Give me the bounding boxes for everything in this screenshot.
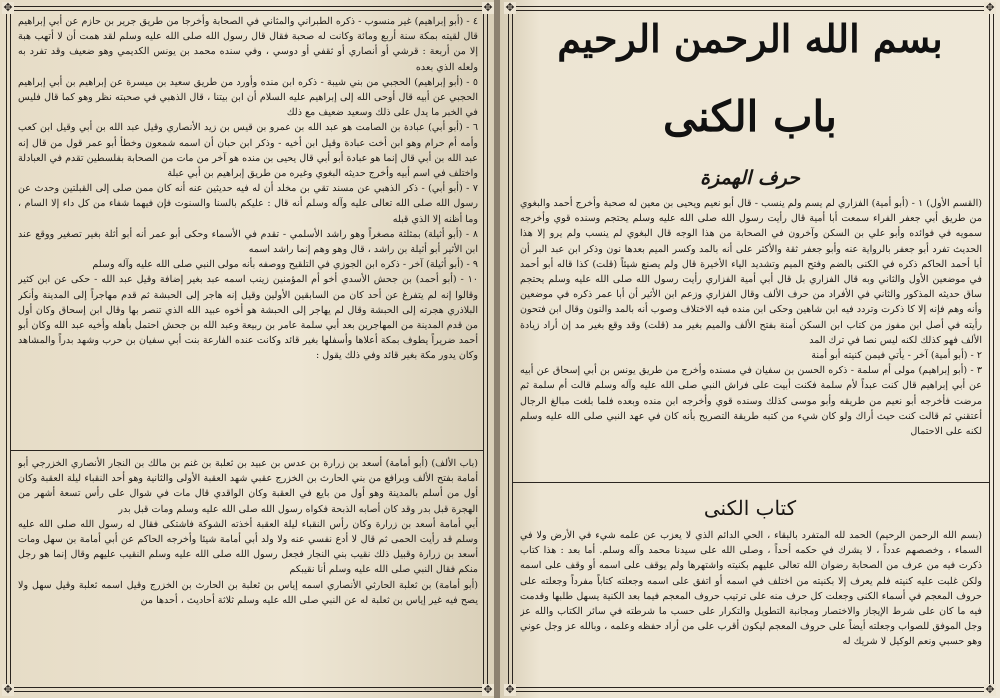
chapter-title: باب الكنى [663,92,837,141]
right-top-text [520,196,982,478]
corner-ornament-icon: ✥ [483,1,493,14]
entry-paragraph: ٤ - (أبو إبراهيم) غير منسوب - ذكره الطبراني والمثاني في الصحابة وأخرجا من طريق جرير بن حازم عن أبي إبراهيم قال لقيته بمكة سنة أربع ومائة وكانت له صحبة فقال قال رسول الله صلى الله عليه وسلم لقد همت أن لا أتهب هبة إلا من أربعة : قرشي أو أنصاري أو ثقفي أو دوسي ، وفي سنده محمد بن يونس الكديمي وهو ضعيف وقد تفرد به ولعله الذي بعده [18,16,478,73]
section-divider [512,482,990,483]
corner-ornament-icon: ✥ [505,1,515,14]
entry-paragraph: ٩ - (أبو أثيلة) آخر - ذكره ابن الجوزي في التلقيح ووصفه بأنه مولى النبي صلى الله عليه وآله وسلم [92,259,478,271]
section-divider [10,450,484,451]
entry-paragraph: ٦ - (أبو أبي) عبادة بن الصامت هو عبد الله بن عمرو بن قيس بن زيد الأنصاري وقيل عبد الله بن أبي وقيل ابن كعب وأمه أم حرام وهو ابن أخت عبادة وقيل ابن أخيه - وذكر ابن حبان أن اسمه شمعون وخطأ أبو عمر قول من قال إنه عبد الله بن أبي قال إنما هو عبادة أبو أبي قال يحيى بن منده هو آخر من مات من الصحابة بفلسطين تقدم في العبادلة واختلف في اسم أبيه وأخرج حديثه البغوي وغيره من طريق إبراهيم بن أبي عبلة [18,122,478,180]
entry-paragraph: ٧ - (أبو أبي) - ذكر الذهبي عن مسند تقي بن مخلد أن له فيه حديثين عنه أنه كان ممن صلى إلى القبلتين وحدث عن رسول الله صلى الله تعالى عليه وآله وسلم أنه قال : عليكم بالسنا والسنوت فإن فيهما شفاء من كل داء إلا السام ، وما أظنه إلا الذي قبله [18,183,478,225]
right-bottom-text [520,528,982,684]
entry-paragraph: ٥ - (أبو إبراهيم) الحجبي من بني شيبة - ذكره ابن منده وأورد من طريق سعيد بن ميسرة عن إبراهيم بن أبي إبراهيم الحجبي عن أبيه قال أوحى الله إلى إبراهيم عليه السلام أن ابن بيتنا ، قال الذهبي في صحبته نظر وهو كما قال فليس في الخبر ما يدل على ذلك وسعيد ضعيف مع ذلك [18,76,478,119]
section-title: حرف الهمزة [700,167,800,189]
entry-paragraph: ٣ - (أبو إبراهيم) مولى أم سلمة - ذكره الحسن بن سفيان في مسنده وأخرج من طريق يونس بن أبي إسحاق عن أبيه عن أبي إبراهيم قال كنت عبداً لأم سلمة فكنت أبيت على فراش النبي صلى الله عليه وآله وسلم قالت أم سلمة ثم مرضت فأخرجه أبو نعيم من طريقه وأبو موسى كذلك وسنده قوي وأخرجه ابن منده وبعده فلما بلغت مبالغ الرجال أعتقني ثم قالت كنت حيث أراك ولو كان شيء من كتبه طريقة التصريح بأنه كان في عهد النبي صلى الله عليه وسلم لكنه على الاحتمال [520,365,982,438]
left-page [0,0,496,698]
bismillah-heading: بسم الله الرحمن الرحيم [557,16,943,61]
book-title: كتاب الكنى [703,496,797,520]
left-top-text [18,14,478,444]
entry-paragraph: ٢ - (أبو أمية) آخر - يأتي فيمن كنيته أبو أمنة [811,350,982,362]
right-page [500,0,1000,698]
entry-paragraph: ٨ - (أبو أثيلة) بمثلثة مصغراً وهو راشد الأسلمي - تقدم في الأسماء وحكى أبو عمر أنه أبو أثلة بغير تصغير ووقع عند ابن الأثير أبو أثيلة بن راشد ، قال وهو وهم إنما راشد اسمه [18,228,478,256]
corner-ornament-icon: ✥ [985,683,995,696]
entry-paragraph: أبي أمامة أسعد بن زرارة وكان رأس النقباء ليلة العقبة أخذته الشوكة فاشتكى فقال له رسول الله صلى الله عليه وسلم قد رأيت الحمى ثم قال لا أدع نفسي عنه ولا ولد أبي أمامة شيئا وأخرجه الحاكم عن أبي أمامة بن سهل ومات أسعد بن زرارة وقبيل ذلك نقيب بني النجار فجعل رسول الله صلى الله عليه وسلم النقيب عليهم وقال إنما هو رجل منكم فقال النبي صلى الله عليه وسلم أنا نقيبكم [18,518,478,576]
corner-ornament-icon: ✥ [505,683,515,696]
corner-ornament-icon: ✥ [3,683,13,696]
corner-ornament-icon: ✥ [3,1,13,14]
entry-paragraph: (باب الألف) (أبو أمامة) أسعد بن زرارة بن عدس بن عبيد بن ثعلبة بن غنم بن مالك بن النجار الأنصاري الخزرجي أبو أمامة بفتح الألف وبرافع من بني الحارث بن الخزرج عقبي شهد العقبة الأولى والثانية وهو أحد النقباء ليلة العقبة وكان أول من أسلم بالمدينة وهو أول من بايع في العقبة وكان الواقدي قال مات في شوال على رأس تسعة أشهر من الهجرة قبل بدر وقد كان أصابه الذبحة فكواه رسول الله صلى الله عليه وسلم ومات قبل بدر [18,458,478,515]
corner-ornament-icon: ✥ [483,683,493,696]
entry-paragraph: (القسم الأول) ١ - (أبو أمية) الفزاري لم يسم ولم ينسب - قال أبو نعيم ويحيى بن معين له صحبة وأخرج أحمد والبغوي من طريق أبي جعفر الفراء سمعت أبا أمية قال رأيت رسول الله صلى الله عليه وسلم يحتجم وسنده قوي وأخرجه سمويه في فوائده وأبو علي بن السكن وآخرون في الصحابة من هذا الوجه قال البغوي لم ينسب ولم يرو إلا هذا الحديث تفرد أبو جعفر بالرواية عنه وأبو جعفر ثقة والأكثر على أنه بالمد وكسر الميم بعدها نون وذكر ابن عبد البر أن أبا أحمد الحاكم ذكره في الكنى بالضم وفتح الميم وتشديد الياء الأخيرة قال ولم يصنع شيئاً (قلت) كذا قاله أبو أحمد في موضعين الأول والثاني وبه قال الفزاري بل قال أبي أمية الفزاري رأيت رسول الله صلى الله عليه وسلم يحتجم ساق حديثه المذكور والثاني في الأفراد من حرف الألف وقال الفزاري وزعم ابن الأثير أن أبا عمر ذكره في موضعين وأنه وهم فإنه إلا كا ذكرت وتردد فيه ابن شاهين وحكى ابن منده فيه الاختلاف وصوب أنه بالمد والنون وقال ابن فتحون رأيته في أصل ابن مفوز من كتاب ابن السكن أمنة بفتح الألف والميم بغير مد (قلت) وقد وقع بغير مد إن أراد زيادة الألف فهو كذلك لكنه ليس نصا في ترك المد [520,198,982,346]
left-bottom-text [18,456,478,684]
entry-paragraph: (أبو أمامة) بن ثعلبة الحارثي الأنصاري اسمه إياس بن ثعلبة بن الحارث بن الخزرج وقيل اسمه ثعلبة وقيل سهل ولا يصح فيه غير إياس بن ثعلبة له عن النبي صلى الله عليه وسلم ثلاثة أحاديث ، أحدها من [18,579,478,606]
intro-paragraph: (بسم الله الرحمن الرحيم) الحمد لله المتفرد بالبقاء ، الحي الدائم الذي لا يعزب عن علمه شيء في الأرض ولا في السماء ، وخصصهم عدداً ، لا يشرك في حكمه أحداً ، وصلى الله على سيدنا محمد وآله وسلم. أما بعد : هذا كتاب ذكرت فيه من عرف من الصحابة رضوان الله تعالى عليهم بكنيته واشتهرها ولم يوقف على اسمه أو وقف على اسمه ولكن غلبت عليه كنيته فلم يعرف إلا بكنيته من اختلف في اسمه أو اتفق على اسمه وجعلته كتاباً مفرداً وجعلته على حروف المعجم في أسماء الكنى وجعلت كل حرف منه على ترتيب حروف المعجم فيما بعد الكنية يسهل طلبها وقدمت فيه ما كان على شرط الإيجاز والاختصار ومجانبة التطويل والتكرار على حسب ما شرطته في سائر الكتاب والله عز وجل الموفق للصواب وجعلته أيضاً على حروف المعجم ليكون أقرب على من أراد حفظه وعلمه ، وبالله عز وجل عوني وهو حسبي ونعم الوكيل لا شريك له [520,530,982,648]
corner-ornament-icon: ✥ [985,1,995,14]
entry-paragraph: ١٠ - (أبو أحمد) بن جحش الأسدي أخو أم المؤمنين زينب اسمه عبد بغير إضافة وقيل عبد الله - حكى عن ابن كثير وقالوا إنه لم يتفرغ عن أحد كان من السابقين الأولين وقيل إنه هاجر إلى الحبشة ثم قدم مهاجراً إلى المدينة وأنكر البلاذري هجرته إلى الحبشة وقال لم يهاجر إلى الحبشة هو أخوه عبيد الله الذي تنصر بها وقال ابن إسحاق وكان أول من قدم المدينة من المهاجرين بعد أبي سلمة عامر بن ربيعة وعبد الله بن جحش احتمل بأهله وأخيه عبد الله وكان أبو أحمد ضريراً يطوف بمكة أعلاها وأسفلها بغير قائد وكانت عنده الفارعة بنت أبي سفيان بن حرب وشهد بدراً والمشاهد وكان يدور مكة بغير قائد وفي ذلك يقول : [18,274,478,362]
